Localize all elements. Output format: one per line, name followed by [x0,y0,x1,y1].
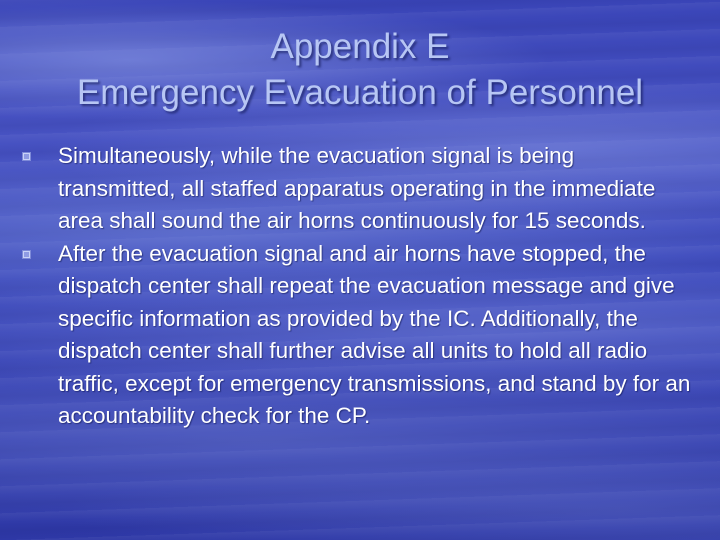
bullet-item [22,140,692,238]
slide-title [0,24,720,116]
square-bullet-icon [22,250,31,259]
bullet-item [22,238,692,433]
square-bullet-icon [22,152,31,161]
bullet-text: Simultaneously, while the evacuation signal is being transmitted, all staffed apparatus operating in the immediate area shall sound the air horns continuously for 15 seconds. [58,143,656,233]
title-line-1: Appendix E [270,27,450,66]
bullet-list [22,140,692,433]
title-line-2: Emergency Evacuation of Personnel [76,73,644,112]
bullet-text: After the evacuation signal and air horns have stopped, the dispatch center shall repeat the evacuation message and give specific information as provided by the IC. Additionally, the dispatch center shall further advise all units to hold all radio traffic, except for emergency transmissions, and stand by for an accountability check for the CP. [58,240,691,428]
